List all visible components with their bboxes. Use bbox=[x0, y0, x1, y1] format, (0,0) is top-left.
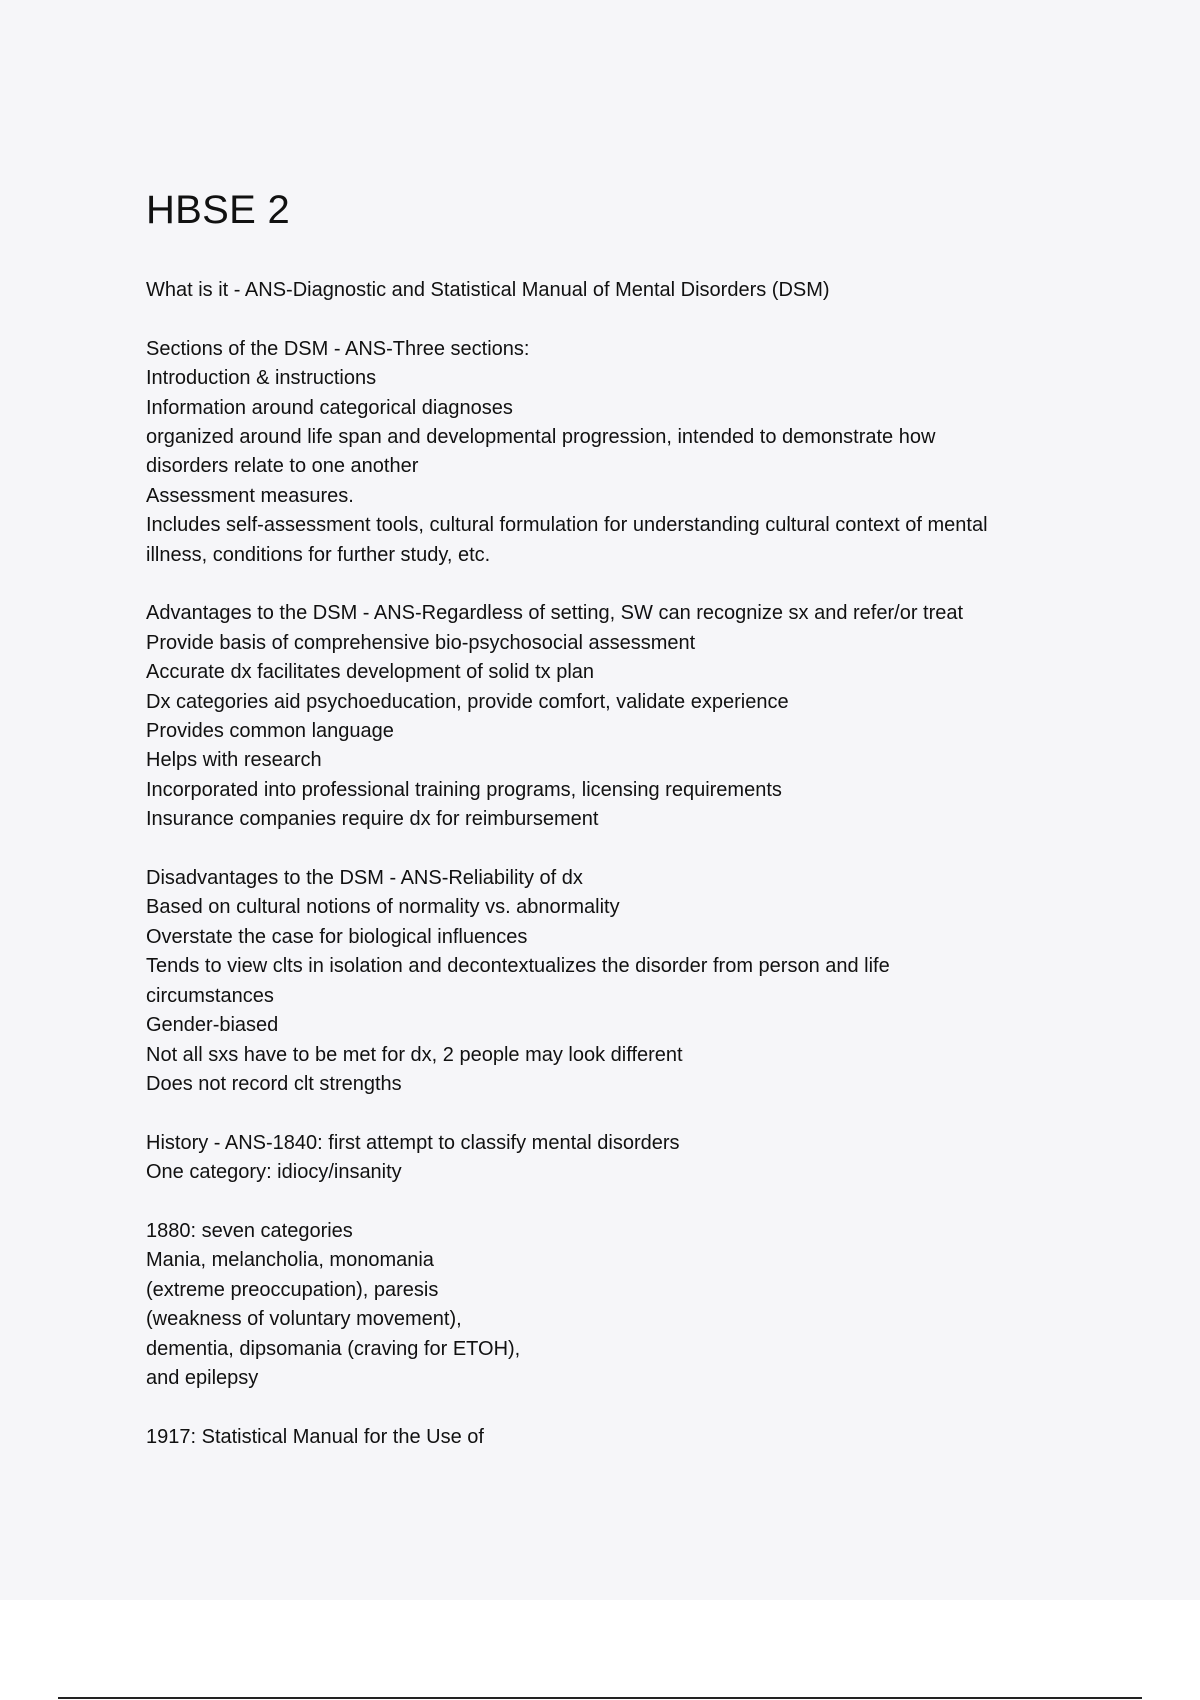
qa-block-sections bbox=[146, 335, 1146, 570]
text-line: Based on cultural notions of normality vs. abnormality bbox=[146, 896, 620, 919]
qa-block-history bbox=[146, 1129, 1146, 1188]
text-line: Includes self-assessment tools, cultural formulation for understanding cultural context of mental bbox=[146, 514, 988, 537]
text-line: (extreme preoccupation), paresis bbox=[146, 1278, 439, 1301]
text-line: Disadvantages to the DSM - ANS-Reliability of dx bbox=[146, 867, 583, 890]
text-line: circumstances bbox=[146, 984, 274, 1007]
history-block-1917 bbox=[146, 1423, 1146, 1452]
text-line: Overstate the case for biological influences bbox=[146, 925, 528, 948]
document-content bbox=[146, 182, 1146, 1482]
text-line: What is it - ANS-Diagnostic and Statistical Manual of Mental Disorders (DSM) bbox=[146, 279, 830, 301]
footer-divider bbox=[58, 1697, 1142, 1699]
qa-block-disadvantages bbox=[146, 864, 1146, 1099]
text-line: Tends to view clts in isolation and decontextualizes the disorder from person and life bbox=[146, 955, 890, 978]
text-line: Helps with research bbox=[146, 749, 322, 772]
text-line: Accurate dx facilitates development of solid tx plan bbox=[146, 661, 595, 684]
text-line: History - ANS-1840: first attempt to classify mental disorders bbox=[146, 1131, 680, 1154]
text-line: Advantages to the DSM - ANS-Regardless of setting, SW can recognize sx and refer/or treat bbox=[146, 602, 964, 625]
text-line: Provide basis of comprehensive bio-psychosocial assessment bbox=[146, 631, 696, 654]
text-line: disorders relate to one another bbox=[146, 455, 419, 478]
text-line: (weakness of voluntary movement), bbox=[146, 1308, 462, 1331]
text-line: One category: idiocy/insanity bbox=[146, 1161, 402, 1184]
text-line: Mania, melancholia, monomania bbox=[146, 1249, 434, 1272]
text-line: Assessment measures. bbox=[146, 484, 354, 507]
text-line: dementia, dipsomania (craving for ETOH), bbox=[146, 1337, 521, 1360]
text-line: 1917: Statistical Manual for the Use of bbox=[146, 1425, 484, 1448]
history-block-1880 bbox=[146, 1217, 1146, 1393]
qa-block-advantages bbox=[146, 599, 1146, 834]
text-line: Does not record clt strengths bbox=[146, 1072, 402, 1095]
text-line: Dx categories aid psychoeducation, provide comfort, validate experience bbox=[146, 690, 789, 713]
text-line: illness, conditions for further study, etc. bbox=[146, 543, 491, 566]
text-line: Information around categorical diagnoses bbox=[146, 396, 513, 419]
text-line: Introduction & instructions bbox=[146, 367, 377, 390]
qa-block-what-is-it bbox=[146, 276, 1146, 305]
text-line: Not all sxs have to be met for dx, 2 people may look different bbox=[146, 1043, 683, 1066]
text-line: Sections of the DSM - ANS-Three sections: bbox=[146, 337, 530, 360]
text-line: Gender-biased bbox=[146, 1014, 279, 1037]
text-line: and epilepsy bbox=[146, 1366, 259, 1389]
text-line: Insurance companies require dx for reimbursement bbox=[146, 808, 599, 831]
text-line: Incorporated into professional training programs, licensing requirements bbox=[146, 778, 782, 801]
text-line: organized around life span and developmental progression, intended to demonstrate how bbox=[146, 426, 936, 449]
text-line: 1880: seven categories bbox=[146, 1219, 353, 1242]
text-line: Provides common language bbox=[146, 720, 394, 743]
document-title: HBSE 2 bbox=[146, 188, 291, 232]
